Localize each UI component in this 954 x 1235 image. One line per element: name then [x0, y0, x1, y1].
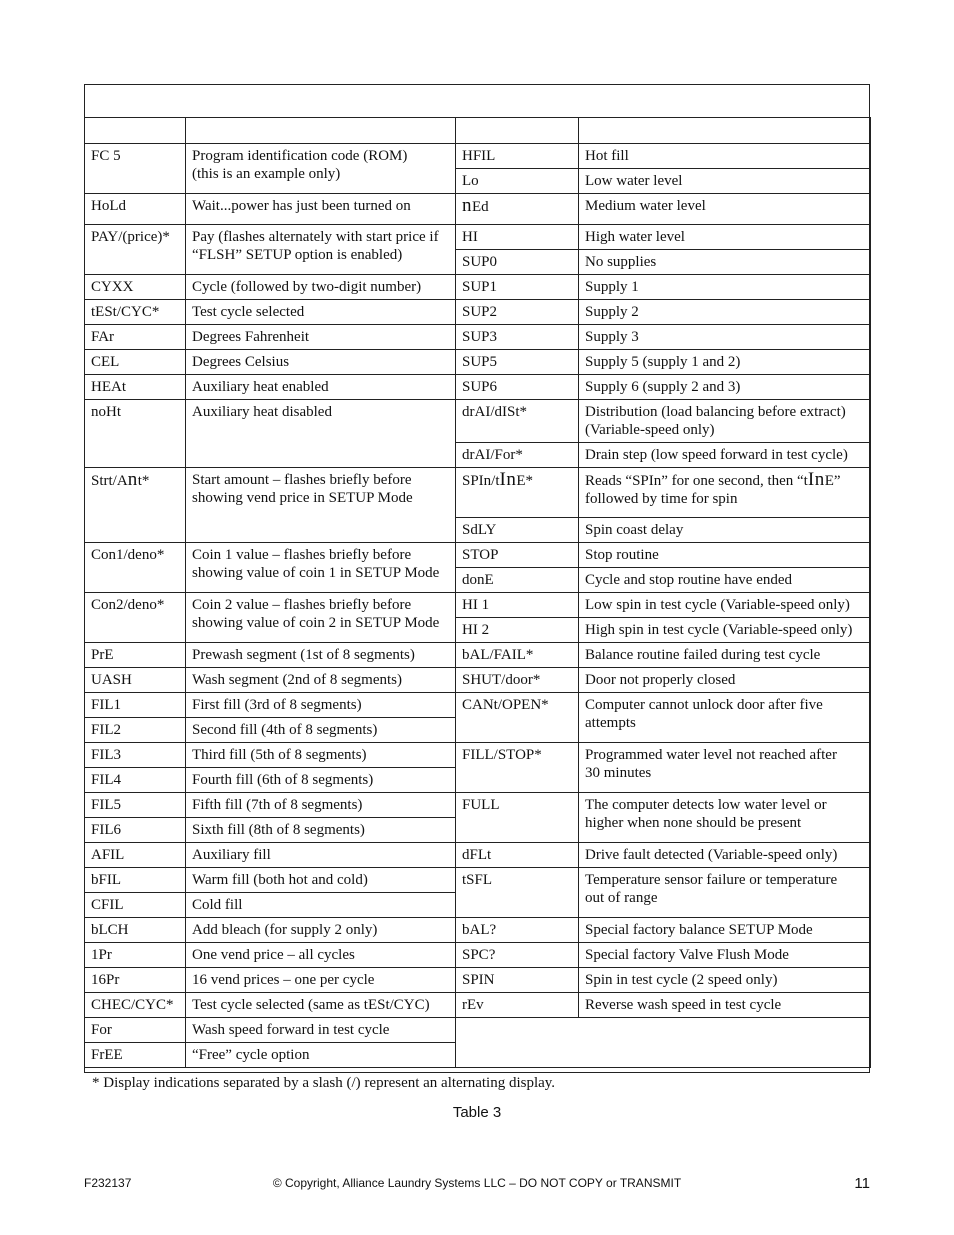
display-code: CFIL	[85, 893, 186, 918]
display-code: CANt/OPEN*	[456, 693, 579, 743]
table-row	[85, 225, 871, 250]
display-code: AFIL	[85, 843, 186, 868]
empty-cell	[456, 1018, 871, 1068]
code-description: “Free” cycle option	[186, 1043, 456, 1068]
table-row	[85, 918, 871, 943]
display-code: tESt/CYC*	[85, 300, 186, 325]
code-segment: t*	[137, 473, 150, 489]
description-line: Programmed water level not reached after	[585, 747, 837, 763]
code-segment: I	[499, 469, 507, 490]
description-line: Temperature sensor failure or temperature	[585, 872, 838, 888]
display-code: FIL6	[85, 818, 186, 843]
table-row	[85, 743, 871, 768]
display-code: FIL1	[85, 693, 186, 718]
display-code: FrEE	[85, 1043, 186, 1068]
display-code: SUP1	[456, 275, 579, 300]
code-description: Add bleach (for supply 2 only)	[186, 918, 456, 943]
table-row	[85, 275, 871, 300]
code-description	[186, 468, 456, 543]
code-segment: SPIn/t	[462, 473, 500, 489]
table-row	[85, 843, 871, 868]
display-code: HI	[456, 225, 579, 250]
code-description: Balance routine failed during test cycle	[579, 643, 871, 668]
display-code: SUP3	[456, 325, 579, 350]
display-code: SPC?	[456, 943, 579, 968]
code-description: Cycle (followed by two-digit number)	[186, 275, 456, 300]
display-code: Con2/deno*	[85, 593, 186, 643]
description-line: Distribution (load balancing before extract)	[585, 404, 846, 420]
code-description: Reverse wash speed in test cycle	[579, 993, 871, 1018]
code-description	[579, 743, 871, 793]
code-description	[579, 868, 871, 918]
table-row	[85, 643, 871, 668]
description-line: Program identification code (ROM)	[192, 148, 408, 164]
display-code: HI 1	[456, 593, 579, 618]
display-code: FIL5	[85, 793, 186, 818]
display-code: SUP2	[456, 300, 579, 325]
code-description	[579, 693, 871, 743]
table-row	[85, 868, 871, 893]
code-description: High spin in test cycle (Variable-speed only)	[579, 618, 871, 643]
code-description: Third fill (5th of 8 segments)	[186, 743, 456, 768]
display-code: tSFL	[456, 868, 579, 918]
code-description: Fourth fill (6th of 8 segments)	[186, 768, 456, 793]
code-description: Spin coast delay	[579, 518, 871, 543]
code-description: No supplies	[579, 250, 871, 275]
display-code: 16Pr	[85, 968, 186, 993]
description-line: Coin 2 value – flashes briefly before	[192, 597, 412, 613]
display-code: bFIL	[85, 868, 186, 893]
table-caption: Table 3	[452, 1104, 502, 1121]
code-description: First fill (3rd of 8 segments)	[186, 693, 456, 718]
code-description: Drive fault detected (Variable-speed only)	[579, 843, 871, 868]
display-code: donE	[456, 568, 579, 593]
display-code: SUP5	[456, 350, 579, 375]
display-code: SUP6	[456, 375, 579, 400]
code-description	[579, 468, 871, 518]
display-code: SHUT/door*	[456, 668, 579, 693]
display-code: CEL	[85, 350, 186, 375]
code-description	[579, 400, 871, 443]
table-row	[85, 468, 871, 518]
code-description: Hot fill	[579, 144, 871, 169]
display-code: FAr	[85, 325, 186, 350]
display-code: bAL?	[456, 918, 579, 943]
copyright-notice: © Copyright, Alliance Laundry Systems LLC – DO NOT COPY or TRANSMIT	[272, 1176, 682, 1190]
table-row	[85, 144, 871, 169]
code-description: Fifth fill (7th of 8 segments)	[186, 793, 456, 818]
display-code: drAI/dISt*	[456, 400, 579, 443]
code-description: Sixth fill (8th of 8 segments)	[186, 818, 456, 843]
table-row	[85, 194, 871, 225]
code-description: Wait...power has just been turned on	[186, 194, 456, 225]
description-line: The computer detects low water level or	[585, 797, 827, 813]
display-codes-table	[84, 117, 871, 1068]
display-code: dFLt	[456, 843, 579, 868]
code-description: Supply 2	[579, 300, 871, 325]
header-cell	[579, 118, 871, 144]
code-description: Supply 6 (supply 2 and 3)	[579, 375, 871, 400]
display-code: FILL/STOP*	[456, 743, 579, 793]
code-segment: n	[506, 469, 517, 490]
display-code: STOP	[456, 543, 579, 568]
table-row	[85, 693, 871, 718]
description-line: out of range	[585, 890, 658, 906]
code-description: Stop routine	[579, 543, 871, 568]
table-row	[85, 993, 871, 1018]
code-description: Cycle and stop routine have ended	[579, 568, 871, 593]
code-description: Drain step (low speed forward in test cycle)	[579, 443, 871, 468]
display-code: SdLY	[456, 518, 579, 543]
display-code	[456, 468, 579, 518]
code-description: Degrees Celsius	[186, 350, 456, 375]
code-description	[186, 144, 456, 194]
display-code: FULL	[456, 793, 579, 843]
table-row	[85, 793, 871, 818]
display-code: PAY/(price)*	[85, 225, 186, 275]
description-line: Coin 1 value – flashes briefly before	[192, 547, 412, 563]
table-row	[85, 593, 871, 618]
code-description: Auxiliary fill	[186, 843, 456, 868]
display-code	[456, 194, 579, 225]
code-description: Degrees Fahrenheit	[186, 325, 456, 350]
description-segment: I	[807, 469, 815, 490]
description-line: (Variable-speed only)	[585, 422, 715, 438]
code-description: Auxiliary heat disabled	[186, 400, 456, 468]
document-id: F232137	[84, 1176, 132, 1190]
display-code: Con1/deno*	[85, 543, 186, 593]
code-description: Supply 5 (supply 1 and 2)	[579, 350, 871, 375]
code-description: High water level	[579, 225, 871, 250]
table-row	[85, 1018, 871, 1043]
display-code: drAI/For*	[456, 443, 579, 468]
code-description: One vend price – all cycles	[186, 943, 456, 968]
display-code	[85, 468, 186, 543]
code-description: Test cycle selected (same as tESt/CYC)	[186, 993, 456, 1018]
code-description: Special factory Valve Flush Mode	[579, 943, 871, 968]
description-line: showing value of coin 2 in SETUP Mode	[192, 615, 440, 631]
page-number: 11	[854, 1175, 870, 1192]
display-code: FIL4	[85, 768, 186, 793]
display-code: UASH	[85, 668, 186, 693]
code-description: Low water level	[579, 169, 871, 194]
code-description: Medium water level	[579, 194, 871, 225]
description-line: showing value of coin 1 in SETUP Mode	[192, 565, 440, 581]
code-description	[579, 793, 871, 843]
description-line: attempts	[585, 715, 636, 731]
code-description: Auxiliary heat enabled	[186, 375, 456, 400]
code-segment: E*	[516, 473, 534, 489]
code-description: Test cycle selected	[186, 300, 456, 325]
display-code: PrE	[85, 643, 186, 668]
code-segment: Strt/A	[91, 473, 128, 489]
display-code: bLCH	[85, 918, 186, 943]
description-line: Computer cannot unlock door after five	[585, 697, 823, 713]
description-segment: E”	[824, 473, 841, 489]
code-description: Prewash segment (1st of 8 segments)	[186, 643, 456, 668]
code-description: Door not properly closed	[579, 668, 871, 693]
table-row	[85, 943, 871, 968]
display-code: CYXX	[85, 275, 186, 300]
header-cell	[456, 118, 579, 144]
display-code: rEv	[456, 993, 579, 1018]
code-description: Supply 1	[579, 275, 871, 300]
code-description: Wash speed forward in test cycle	[186, 1018, 456, 1043]
description-segment: n	[814, 469, 825, 490]
code-description: Warm fill (both hot and cold)	[186, 868, 456, 893]
code-description	[186, 225, 456, 275]
table-row	[85, 325, 871, 350]
description-line: Start amount – flashes briefly before	[192, 472, 412, 488]
header-cell	[186, 118, 456, 144]
display-code: HoLd	[85, 194, 186, 225]
table-row	[85, 968, 871, 993]
display-code: FIL2	[85, 718, 186, 743]
table-row	[85, 300, 871, 325]
table-header-row	[85, 118, 871, 144]
description-line: Pay (flashes alternately with start price if	[192, 229, 439, 245]
code-description	[186, 593, 456, 643]
code-description: Low spin in test cycle (Variable-speed only)	[579, 593, 871, 618]
code-segment: n	[127, 469, 138, 490]
description-line: higher when none should be present	[585, 815, 802, 831]
code-description: 16 vend prices – one per cycle	[186, 968, 456, 993]
display-code: HI 2	[456, 618, 579, 643]
code-description	[186, 543, 456, 593]
table-row	[85, 543, 871, 568]
display-code: 1Pr	[85, 943, 186, 968]
code-description: Spin in test cycle (2 speed only)	[579, 968, 871, 993]
display-code: HFIL	[456, 144, 579, 169]
table-title-row	[84, 84, 870, 118]
description-line: showing vend price in SETUP Mode	[192, 490, 413, 506]
display-code: noHt	[85, 400, 186, 468]
table-row	[85, 400, 871, 443]
description-segment: Reads “SPIn” for one second, then “t	[585, 473, 808, 489]
table-row	[85, 350, 871, 375]
table-row	[85, 668, 871, 693]
display-code: SPIN	[456, 968, 579, 993]
code-description: Wash segment (2nd of 8 segments)	[186, 668, 456, 693]
display-code: For	[85, 1018, 186, 1043]
display-code: Lo	[456, 169, 579, 194]
display-code: SUP0	[456, 250, 579, 275]
display-code: HEAt	[85, 375, 186, 400]
description-line: 30 minutes	[585, 765, 652, 781]
display-code: CHEC/CYC*	[85, 993, 186, 1018]
code-description: Special factory balance SETUP Mode	[579, 918, 871, 943]
display-code: FC 5	[85, 144, 186, 194]
header-cell	[85, 118, 186, 144]
display-code: FIL3	[85, 743, 186, 768]
table-footnote: * Display indications separated by a slash (/) represent an alternating display.	[92, 1075, 556, 1091]
code-segment: Ed	[472, 199, 489, 215]
display-code: bAL/FAIL*	[456, 643, 579, 668]
code-description: Cold fill	[186, 893, 456, 918]
description-line: “FLSH” SETUP option is enabled)	[192, 247, 403, 263]
code-description: Supply 3	[579, 325, 871, 350]
code-segment: n	[462, 195, 472, 216]
description-line: (this is an example only)	[192, 166, 341, 182]
table-row	[85, 375, 871, 400]
code-description: Second fill (4th of 8 segments)	[186, 718, 456, 743]
description-line: followed by time for spin	[585, 491, 738, 507]
